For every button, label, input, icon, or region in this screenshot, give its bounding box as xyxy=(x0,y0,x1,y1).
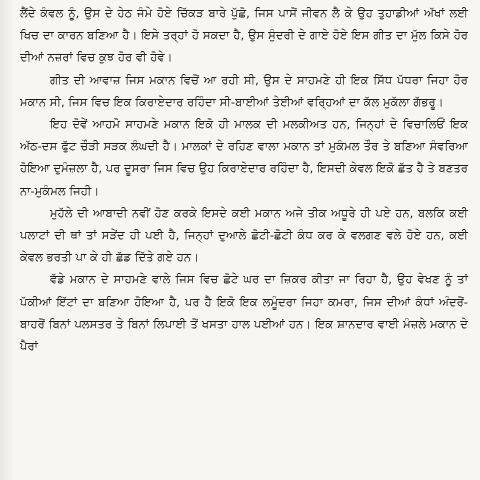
paragraph-3: ਇਹ ਦੋਵੇਂ ਆਹਮੋ ਸਾਹਮਣੇ ਮਕਾਨ ਇਕੋ ਹੀ ਮਾਲਕ ਦੀ ਮਲਕੀਅਤ ਹਨ, ਜਿਨ੍ਹਾਂ ਦੇ ਵਿਚਾਲਿਓਂ ਇਕ ਅੱਠ-ਦਸ ਫੁੱਟ ਚੌੜੀ ਸੜਕ ਲੰਘਦੀ ਹੈ। ਮਾਲਕਾਂ ਦੇ ਰਹਿਣ ਵਾਲਾ ਮਕਾਨ ਤਾਂ ਮੁਕੰਮਲ ਤੌਰ ਤੇ ਬਣਿਆ ਸੰਵਰਿਆ ਹੋਇਆ ਦੁਮੰਜ਼ਲਾ ਹੈ, ਪਰ ਦੂਸਰਾ ਜਿਸ ਵਿਚ ਉਹ ਕਿਰਾਏਦਾਰ ਰਹਿੰਦਾ ਹੈ, ਇਸਦੀ ਕੇਵਲ ਇਕੋ ਛੱਤ ਹੈ ਤੇ ਬਣਤਰ ਨਾ-ਮੁਕੰਮਲ ਜਿਹੀ। xyxy=(20,117,468,198)
page-gutter-shadow xyxy=(0,0,14,480)
paragraph-5: ਵੱਡੇ ਮਕਾਨ ਦੇ ਸਾਹਮਣੇ ਵਾਲੇ ਜਿਸ ਵਿਚ ਛੋਟੇ ਘਰ ਦਾ ਜ਼ਿਕਰ ਕੀਤਾ ਜਾ ਰਿਹਾ ਹੈ, ਉਹ ਵੇਖਣ ਨੂੰ ਤਾਂ ਪੱਕੀਆਂ ਇੱਟਾਂ ਦਾ ਬਣਿਆ ਹੋਇਆ ਹੈ, ਪਰ ਹੈ ਇਕੋ ਇਕ ਲਮੂੰਦਰਾ ਜਿਹਾ ਕਮਰਾ, ਜਿਸ ਦੀਆਂ ਕੰਧਾਂ ਅੰਦਰੋਂ-ਬਾਹਰੋਂ ਬਿਨਾਂ ਪਲਸਤਰ ਤੇ ਬਿਨਾਂ ਲਿਪਾਈ ਤੋਂ ਖਸਤਾ ਹਾਲ ਪਈਆਂ ਹਨ। ਇਕ ਸ਼ਾਨਦਾਰ ਵਾਈ ਮੰਜ਼ਲੇ ਮਕਾਨ ਦੇ ਪੈਰਾਂ xyxy=(20,272,468,354)
body-text xyxy=(20,2,468,357)
paragraph-4: ਮੁਹੱਲੇ ਦੀ ਆਬਾਦੀ ਨਵੀਂ ਹੋਣ ਕਰਕੇ ਇਸਦੇ ਕਈ ਮਕਾਨ ਅਜੇ ਤੀਕ ਅਧੂਰੇ ਹੀ ਪਏ ਹਨ, ਬਲਕਿ ਕਈ ਪਲਾਟਾਂ ਦੀ ਥਾਂ ਤਾਂ ਸੜੇਂਦ ਹੀ ਪਈ ਹੈ, ਜਿਨ੍ਹਾਂ ਦੁਆਲੇ ਛੋਟੀ-ਛੋਟੀ ਕੰਧ ਕਰ ਕੇ ਵਲਗਣ ਵਲੇ ਹੋਏ ਹਨ, ਕਈ ਕੇਵਲ ਭਰਤੀ ਪਾ ਕੇ ਹੀ ਛੱਡ ਦਿੱਤੇ ਗਏ ਹਨ। xyxy=(20,205,468,265)
paragraph-2: ਗੀਤ ਦੀ ਆਵਾਜ਼ ਜਿਸ ਮਕਾਨ ਵਿਚੋਂ ਆ ਰਹੀ ਸੀ, ਉਸ ਦੇ ਸਾਹਮਣੇ ਹੀ ਇਕ ਸਿੱਧ ਪੱਧਰਾ ਜਿਹਾ ਹੋਰ ਮਕਾਨ ਸੀ, ਜਿਸ ਵਿਚ ਇਕ ਕਿਰਾਏਦਾਰ ਰਹਿੰਦਾ ਸੀ-ਬਾਈਆਂ ਤੇਈਆਂ ਵਰ੍ਹਿਆਂ ਦਾ ਕੱਲ ਮੁਕੱਲਾ ਗੱਭਰੂ। xyxy=(20,72,468,109)
paragraph-1: ਲੈਂਦੇ ਕੰਵਲ ਨੂੰ, ਉਸ ਦੇ ਹੇਠ ਜੰਮੇ ਹੋਏ ਚਿੱਕੜ ਬਾਰੇ ਪੁੱਛੋ, ਜਿਸ ਪਾਸੋਂ ਜੀਵਨ ਲੈ ਕੇ ਉਹ ਤੁਹਾਡੀਆਂ ਅੱਖਾਂ ਲਈ ਖਿਚ ਦਾ ਕਾਰਨ ਬਣਿਆ ਹੈ। ਇਸੇ ਤਰ੍ਹਾਂ ਹੋ ਸਕਦਾ ਹੈ, ਉਸ ਸੁੰਦਰੀ ਦੇ ਗਾਏ ਹੋਏ ਇਸ ਗੀਤ ਦਾ ਮੁੱਲ ਕਿਸੇ ਹੋਰ ਦੀਆਂ ਨਜ਼ਰਾਂ ਵਿਚ ਕੁਝ ਹੋਰ ਵੀ ਹੋਵੇ। xyxy=(20,6,468,65)
